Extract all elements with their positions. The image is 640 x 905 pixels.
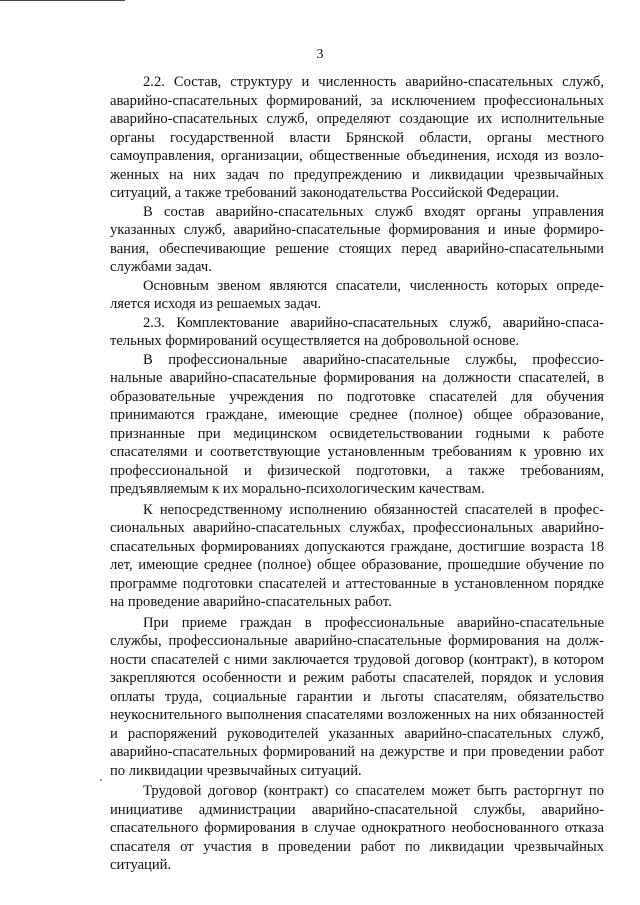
paragraph-labor-contract: При приеме граждан в профессиональные аварийно-спасательные службы, профессиональные аварийно-спасательные формирования на должности спасателей с ними заключается трудовой договор (контракт), в котором закрепляются особенности и режим работы спасателей, порядок и условия оплаты труда, социальные гарантии и льготы спасателям, обязательство неукоснительного выполнения спасателями возложенных на них обязанностей и распоряжений руководителей указанных аварийно-спасательных служб, аварийно-спасательных формирований на дежурстве и при проведении работ по ликвидации чрезвычайных ситуаций. [110,614,604,779]
paragraph-admission: В профессиональные аварийно-спасательные службы, профессиональные аварийно-спасательные формирования на должности спасателей, в образовательные учреждения по подготовке спасателей для обучения принимаются граждане, имеющие среднее (полное) общее образование, признанные при медицинском освидетельствовании годными к работе спасателями и соответствующие установленным требованиям к уровню их профессиональной и физической подготовки, а также требованиям, предъявляемым к их морально-психологическим качествам. [110,351,604,497]
paragraph-direct-duties: К непосредственному исполнению обязанностей спасателей в профессиональных аварийно-спасательных службах, профессиональных аварийно-спасательных формированиях допускаются граждане, достигшие возраста 18 лет, имеющие среднее (полное) общее образование, прошедшие обучение по программе подготовки спасателей и аттестованные в установленном порядке на проведение аварийно-спасательных работ. [110,501,604,610]
paragraph-composition: В состав аварийно-спасательных служб входят органы управления указанных служб, аварийно-спасательные формирования и иные формирования, обеспечивающие решение стоящих перед аварийно-спасательными службами задач. [110,203,604,275]
document-body [110,73,604,875]
top-rule-line [0,0,125,1]
paragraph-main-unit: Основным звеном являются спасатели, численность которых определяется исходя из решаемых задач. [110,277,604,312]
paragraph-2-3: 2.3. Комплектование аварийно-спасательных служб, аварийно-спасательных формирований осуществляется на добровольной основе. [110,314,604,349]
page-number: 3 [316,47,324,62]
paragraph-contract-termination: Трудовой договор (контракт) со спасателем может быть расторгнут по инициативе администрации аварийно-спасательной службы, аварийно-спасательного формирования в случае однократного необоснованного отказа спасателя от участия в проведении работ по ликвидации чрезвычайных ситуаций. [110,783,604,873]
scan-speck [100,779,102,781]
paragraph-2-2: 2.2. Состав, структуру и численность аварийно-спасательных служб, аварийно-спасательных формирований, за исключением профессиональных аварийно-спасательных служб, определяют создающие их исполнительные органы государственной власти Брянской области, органы местного самоуправления, организации, общественные объединения, исходя из возложенных на них задач по предупреждению и ликвидации чрезвычайных ситуаций, а также требований законодательства Российской Федерации. [110,74,604,201]
